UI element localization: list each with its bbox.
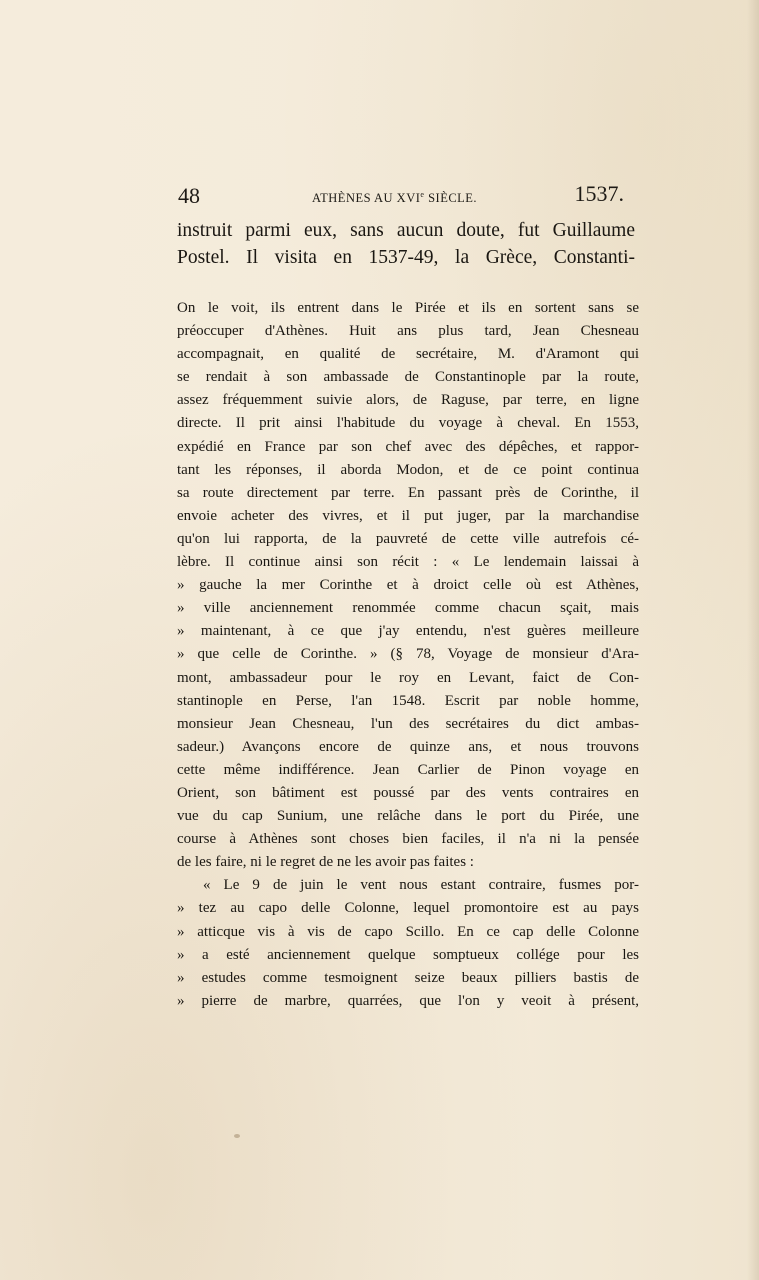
footnote-line: » estudes comme tesmoignent seize beaux pilliers bastis de <box>177 969 639 986</box>
page-edge-shadow <box>747 0 759 1280</box>
footnote-line: se rendait à son ambassade de Constantinople par la route, <box>177 369 639 386</box>
running-title-text: ATHÈNES AU XVI <box>312 191 421 206</box>
footnote-line: tant les réponses, il aborda Modon, et de ce point continua <box>177 461 639 478</box>
footnote-line: lèbre. Il continue ainsi son récit : « Le lendemain laissai à <box>177 554 639 571</box>
footnote-line: » a esté anciennement quelque somptueux collége pour les <box>177 946 639 963</box>
footnote-line: expédié en France par son chef avec des dépêches, et rappor- <box>177 438 639 455</box>
paper-smudge <box>234 1134 240 1138</box>
footnote-line: monsieur Jean Chesneau, l'un des secrétaires du dict ambas- <box>177 715 639 732</box>
footnote-line: » que celle de Corinthe. » (§ 78, Voyage de monsieur d'Ara- <box>177 646 639 663</box>
footnote-line: préoccuper d'Athènes. Huit ans plus tard, Jean Chesneau <box>177 323 639 340</box>
footnote-line: stantinople en Perse, l'an 1548. Escrit par noble homme, <box>177 692 639 709</box>
footnote-line: envoie acheter des vivres, et il put juger, par la marchandise <box>177 507 639 524</box>
footnote-line: de les faire, ni le regret de ne les avoir pas faites : <box>177 854 474 871</box>
footnote-line: vue du cap Sunium, une relâche dans le port du Pirée, une <box>177 808 639 825</box>
footnote-line: sa route directement par terre. En passant près de Corinthe, il <box>177 484 639 501</box>
footnote-line: » maintenant, à ce que j'ay entendu, n'est guères meilleure <box>177 623 639 640</box>
running-title-superscript: e <box>420 190 425 199</box>
footnote-line: accompagnait, en qualité de secrétaire, M. d'Aramont qui <box>177 346 639 363</box>
footnote-line: sadeur.) Avançons encore de quinze ans, et nous trouvons <box>177 738 639 755</box>
footnote-line: Orient, son bâtiment est poussé par des vents contraires en <box>177 784 639 801</box>
footnote-line: assez fréquemment suivie alors, de Raguse, par terre, en ligne <box>177 392 639 409</box>
footnote-line: « Le 9 de juin le vent nous estant contraire, fusmes por- <box>203 877 639 894</box>
footnote-line: cette même indifférence. Jean Carlier de Pinon voyage en <box>177 761 639 778</box>
main-text <box>177 217 635 271</box>
footnote-line: directe. Il prit ainsi l'habitude du voyage à cheval. En 1553, <box>177 415 639 432</box>
running-title <box>312 190 477 206</box>
footnote-line: » gauche la mer Corinthe et à droict celle où est Athènes, <box>177 577 639 594</box>
footnote-line: » pierre de marbre, quarrées, que l'on y veoit à présent, <box>177 992 639 1009</box>
footnote <box>177 297 639 1013</box>
footnote-line: » tez au capo delle Colonne, lequel promontoire est au pays <box>177 900 639 917</box>
footnote-line: qu'on lui rapporta, de la pauvreté de cette ville autrefois cé- <box>177 530 639 547</box>
footnote-line: » ville anciennement renommée comme chacun sçait, mais <box>177 600 639 617</box>
footnote-line: On le voit, ils entrent dans le Pirée et ils en sortent sans se <box>177 300 639 316</box>
footnote-line: » atticque vis à vis de capo Scillo. En ce cap delle Colonne <box>177 923 639 940</box>
footnote-line: mont, ambassadeur pour le roy en Levant, faict de Con- <box>177 669 639 686</box>
page-number: 48 <box>178 183 200 208</box>
running-title-end: SIÈCLE. <box>424 191 478 206</box>
main-text-line: instruit parmi eux, sans aucun doute, fut Guillaume <box>177 220 635 241</box>
header-year: 1537. <box>574 181 624 206</box>
footnote-line: course à Athènes sont choses bien faciles, il n'a ni la pensée <box>177 831 639 848</box>
main-text-line: Postel. Il visita en 1537-49, la Grèce, Constanti- <box>177 247 635 268</box>
page-header <box>178 183 628 215</box>
